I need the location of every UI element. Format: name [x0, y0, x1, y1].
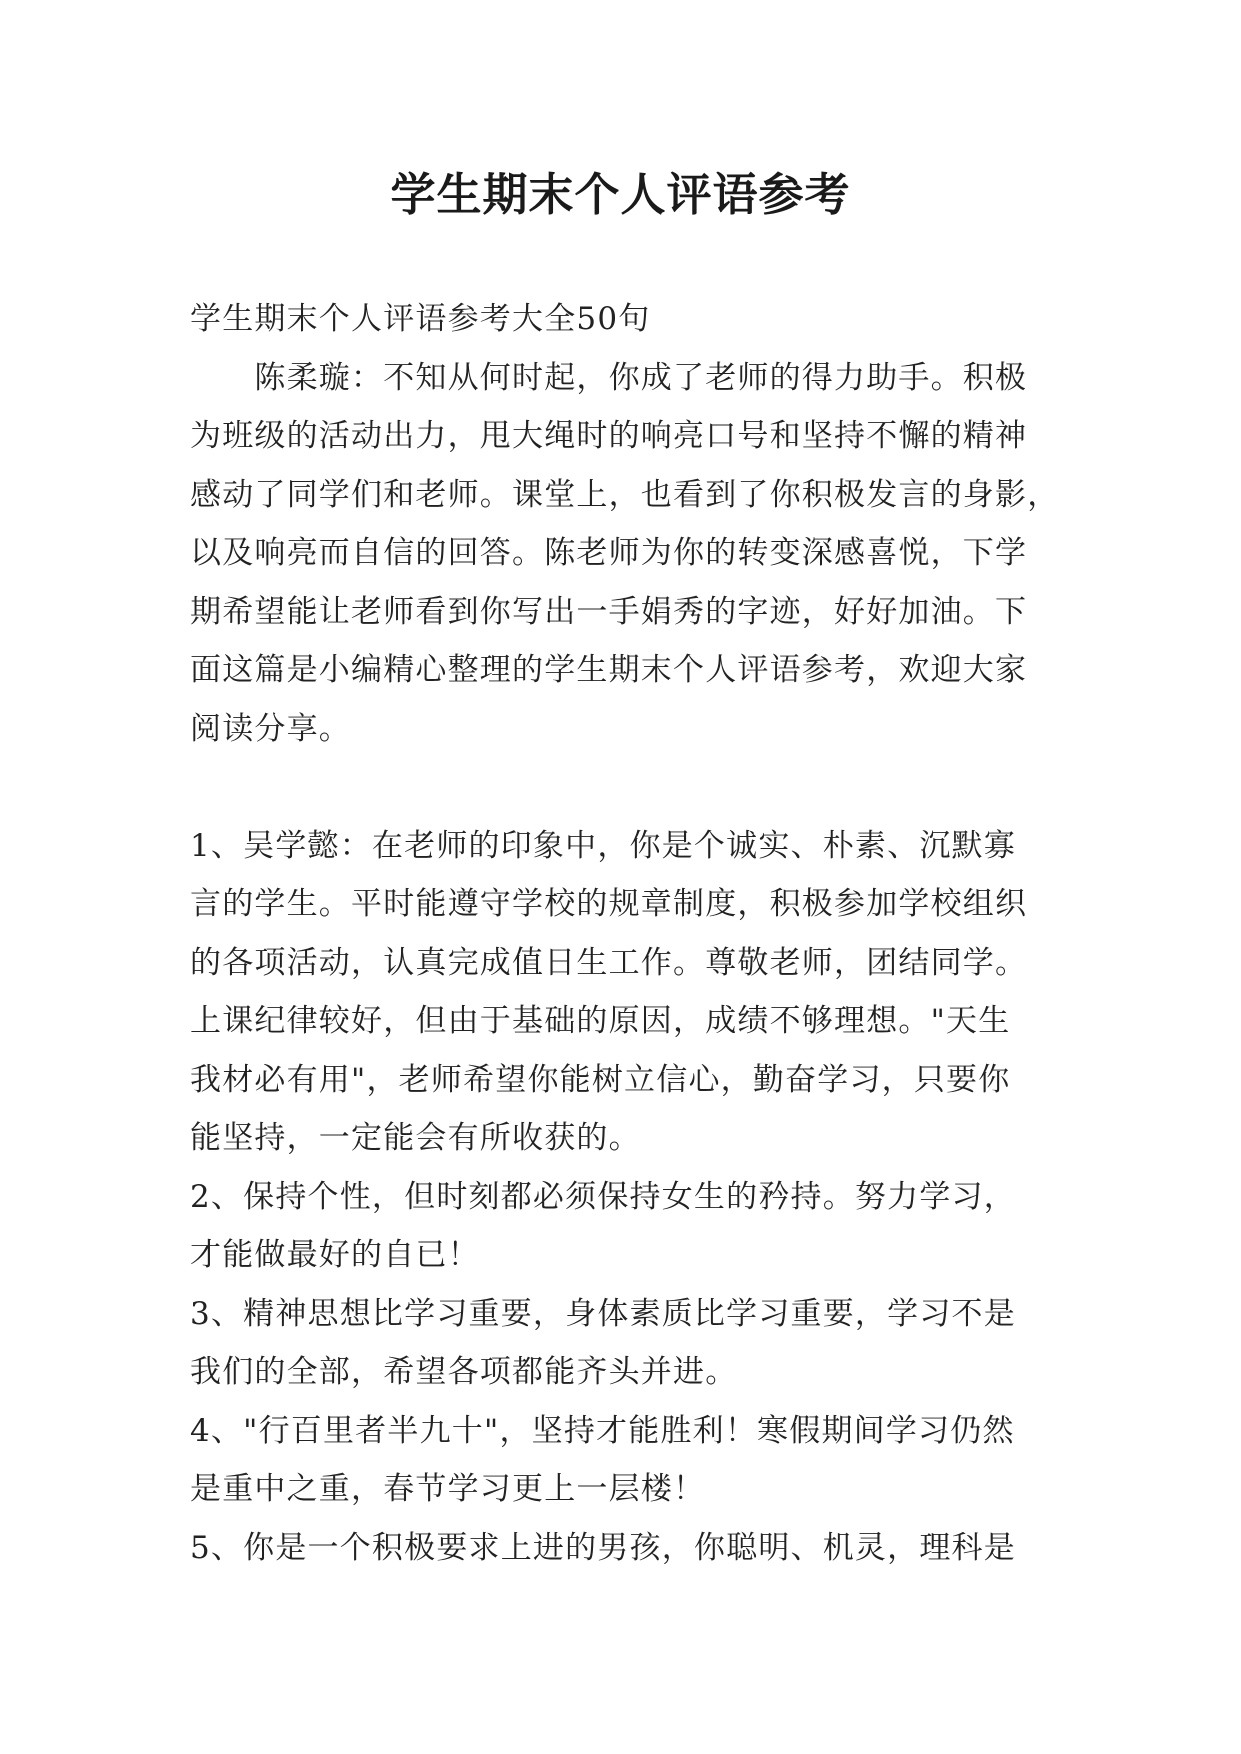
- intro-line: 为班级的活动出力，甩大绳时的响亮口号和坚持不懈的精神: [190, 418, 1028, 454]
- list-item-line: 3、精神思想比学习重要，身体素质比学习重要，学习不是: [190, 1295, 1016, 1332]
- intro-line: 感动了同学们和老师。课堂上，也看到了你积极发言的身影，: [190, 476, 1060, 513]
- list-item-line: 上课纪律较好，但由于基础的原因，成绩不够理想。"天生: [190, 1003, 1011, 1039]
- comment-list: [190, 817, 1060, 1578]
- intro-line: 面这篇是小编精心整理的学生期末个人评语参考，欢迎大家: [190, 652, 1028, 688]
- list-item-line: 能坚持，一定能会有所收获的。: [190, 1120, 641, 1156]
- list-item-line: 我们的全部，希望各项都能齐头并进。: [190, 1354, 738, 1390]
- list-item-line: 言的学生。平时能遵守学校的规章制度，积极参加学校组织: [190, 886, 1028, 922]
- intro-line: 陈柔璇：不知从何时起，你成了老师的得力助手。积极: [190, 359, 1028, 396]
- list-item-line: 1、吴学懿：在老师的印象中，你是个诚实、朴素、沉默寡: [190, 827, 1016, 864]
- blank-line: [190, 758, 1060, 817]
- intro-paragraph: [190, 349, 1060, 759]
- document-title: 学生期末个人评语参考: [390, 168, 851, 221]
- document-body: [190, 290, 1060, 1577]
- document-subtitle: 学生期末个人评语参考大全50句: [190, 301, 651, 337]
- list-item-line: 我材必有用"，老师希望你能树立信心，勤奋学习，只要你: [190, 1061, 1011, 1098]
- intro-line: 期希望能让老师看到你写出一手娟秀的字迹，好好加油。下: [190, 593, 1028, 630]
- intro-line: 阅读分享。: [190, 710, 351, 747]
- list-item-line: 是重中之重，春节学习更上一层楼！: [190, 1471, 706, 1507]
- list-item-line: 才能做最好的自已！: [190, 1237, 480, 1273]
- intro-line: 以及响亮而自信的回答。陈老师为你的转变深感喜悦，下学: [190, 535, 1028, 571]
- list-item-line: 4、"行百里者半九十"，坚持才能胜利！寒假期间学习仍然: [190, 1412, 1015, 1449]
- list-item-line: 的各项活动，认真完成值日生工作。尊敬老师，团结同学。: [190, 944, 1028, 981]
- list-item-line: 5、你是一个积极要求上进的男孩，你聪明、机灵，理科是: [190, 1529, 1016, 1566]
- list-item-line: 2、保持个性，但时刻都必须保持女生的矜持。努力学习，: [190, 1178, 1016, 1215]
